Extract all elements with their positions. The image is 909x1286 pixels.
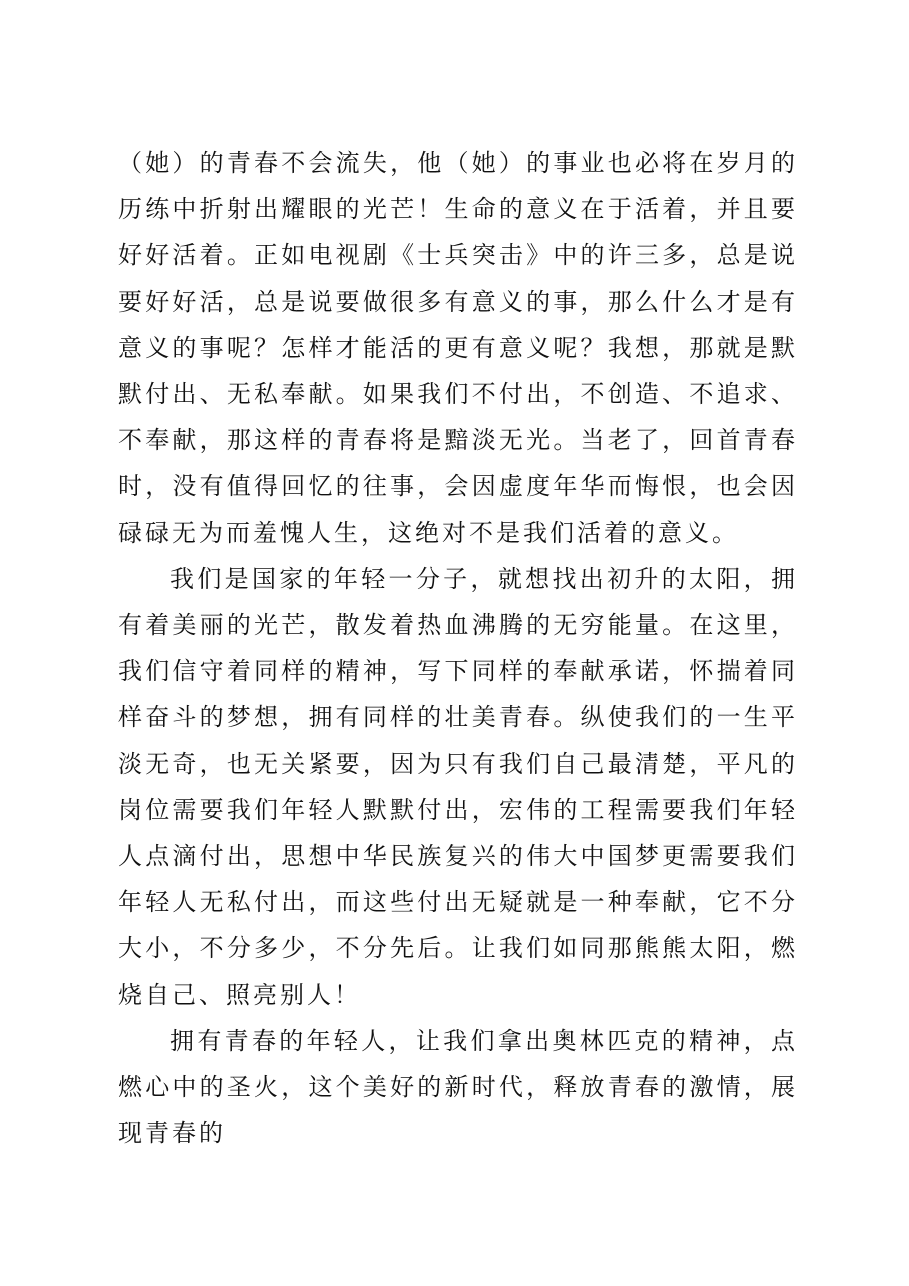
document-body	[118, 140, 798, 1156]
paragraph-continued: （她）的青春不会流失，他（她）的事业也必将在岁月的历练中折射出耀眼的光芒！生命的意义在于活着，并且要好好活着。正如电视剧《士兵突击》中的许三多，总是说要好好活，总是说要做很多有意义的事，那么什么才是有意义的事呢？怎样才能活的更有意义呢？我想，那就是默默付出、无私奉献。如果我们不付出，不创造、不追求、不奉献，那这样的青春将是黯淡无光。当老了，回首青春时，没有值得回忆的往事，会因虚度年华而悔恨，也会因碌碌无为而羞愧人生，这绝对不是我们活着的意义。	[118, 149, 798, 547]
paragraph-olympic-spirit: 拥有青春的年轻人，让我们拿出奥林匹克的精神，点燃心中的圣火，这个美好的新时代，释放青春的激情，展现青春的	[118, 1026, 798, 1148]
paragraph-national-youth: 我们是国家的年轻一分子，就想找出初升的太阳，拥有着美丽的光芒，散发着热血沸腾的无穷能量。在这里，我们信守着同样的精神，写下同样的奉献承诺，怀揣着同样奋斗的梦想，拥有同样的壮美青春。纵使我们的一生平淡无奇，也无关紧要，因为只有我们自己最清楚，平凡的岗位需要我们年轻人默默付出，宏伟的工程需要我们年轻人点滴付出，思想中华民族复兴的伟大中国梦更需要我们年轻人无私付出，而这些付出无疑就是一种奉献，它不分大小，不分多少，不分先后。让我们如同那熊熊太阳，燃烧自己、照亮别人！	[118, 564, 798, 1009]
